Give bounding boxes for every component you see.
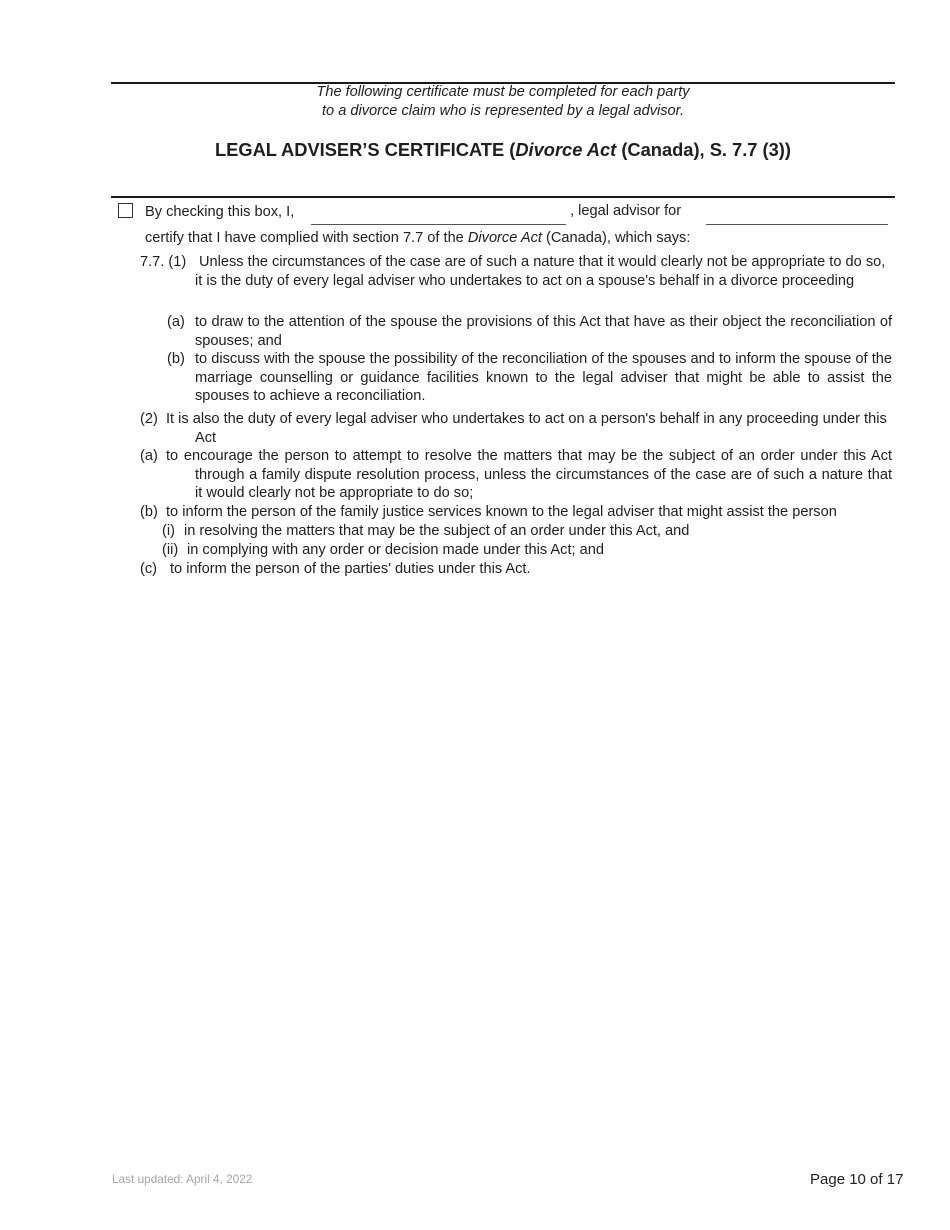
- s2b-ii-label: (ii): [162, 542, 179, 558]
- certificate-notice: [111, 83, 895, 121]
- notice-line-1: The following certificate must be completed for each party: [316, 84, 690, 100]
- s2-text: It is also the duty of every legal adviser who undertakes to act on a person's behalf in any proceeding under this Act: [166, 411, 887, 446]
- notice-line-2: to a divorce claim who is represented by a legal advisor.: [321, 103, 685, 119]
- client-name-field[interactable]: [706, 224, 888, 225]
- last-updated: Last updated: April 4, 2022: [112, 1172, 253, 1186]
- s2b-label: (b): [140, 504, 158, 520]
- certificate-divider: [111, 196, 895, 198]
- title-text: LEGAL ADVISER’S CERTIFICATE (: [215, 139, 516, 160]
- checkbox-label: By checking this box, I,: [145, 204, 295, 220]
- s1a-text: to draw to the attention of the spouse the provisions of this Act that have as their object the reconciliation of spouses; and: [195, 314, 892, 349]
- s2b-ii-text: in complying with any order or decision made under this Act; and: [187, 542, 604, 558]
- advisor-name-field[interactable]: [311, 224, 566, 225]
- s1b-label: (b): [167, 351, 185, 367]
- certify-act-name: Divorce Act: [467, 230, 542, 246]
- s2-label: (2): [140, 411, 158, 427]
- certify-checkbox[interactable]: [118, 203, 133, 218]
- title-act-name: Divorce Act: [515, 139, 617, 160]
- page-number: Page 10 of 17: [810, 1171, 904, 1188]
- s2b-i-label: (i): [162, 523, 175, 539]
- certify-statement: [145, 229, 690, 247]
- title-section: (Canada), S. 7.7 (3)): [616, 139, 791, 160]
- s1a-label: (a): [167, 314, 185, 330]
- legal-advisor-for-label: , legal advisor for: [570, 203, 682, 219]
- s2a-text: to encourage the person to attempt to resolve the matters that may be the subject of an order under this Act through a family dispute resolution process, unless the circumstances of the case are of such a nature that it would clearly not be appropriate to do so;: [166, 448, 892, 502]
- s2a-label: (a): [140, 448, 158, 464]
- s2c-text: to inform the person of the parties' duties under this Act.: [170, 561, 531, 577]
- s1b-text: to discuss with the spouse the possibility of the reconciliation of the spouses and to inform the spouse of the marriage counselling or guidance facilities known to the legal adviser that might be able to assist the spouses to achieve a reconciliation.: [195, 351, 892, 405]
- s2b-i-text: in resolving the matters that may be the subject of an order under this Act, and: [184, 523, 690, 539]
- s1-number: 7.7. (1): [140, 254, 187, 270]
- certificate-title: [111, 139, 895, 161]
- s2b-text: to inform the person of the family justice services known to the legal adviser that might assist the person: [166, 504, 837, 520]
- certify-text-post: (Canada), which says:: [541, 230, 691, 246]
- s1-text: Unless the circumstances of the case are of such a nature that it would clearly not be appropriate to do so, it is the duty of every legal adviser who undertakes to act on a spouse's behalf in a divorce proceeding: [195, 254, 886, 289]
- certify-text-pre: certify that I have complied with section 7.7 of the: [145, 230, 468, 246]
- s2c-label: (c): [140, 561, 158, 577]
